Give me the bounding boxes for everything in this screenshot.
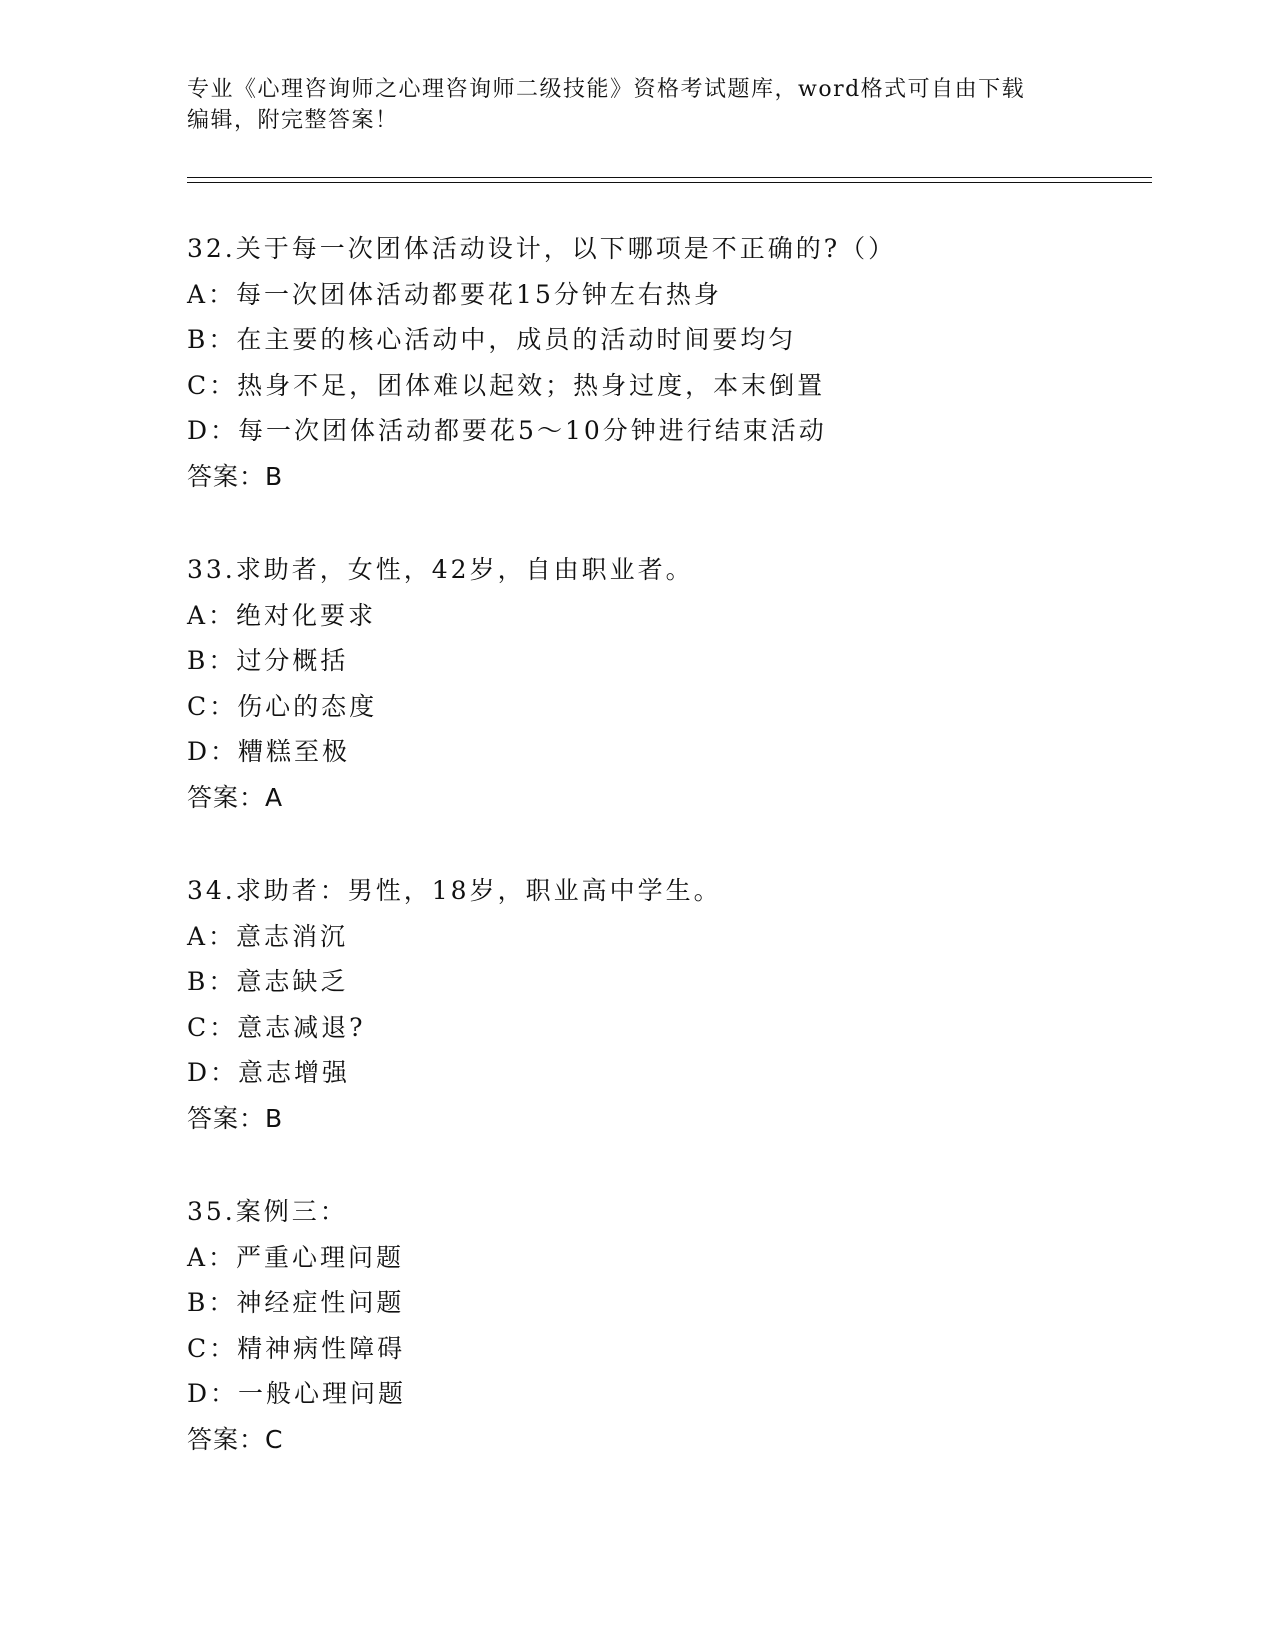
option-b: B：神经症性问题	[187, 1288, 405, 1317]
question-33	[187, 547, 1187, 820]
question-stem: 32.关于每一次团体活动设计，以下哪项是不正确的?（）	[187, 234, 897, 263]
question-stem: 33.求助者，女性，42岁，自由职业者。	[187, 555, 694, 584]
header-line-1: 专业《心理咨询师之心理咨询师二级技能》资格考试题库，word格式可自由下载	[187, 77, 1026, 102]
question-32	[187, 226, 1187, 499]
option-c: C：热身不足，团体难以起效；热身过度，本末倒置	[187, 370, 826, 400]
answer: 答案：B	[187, 1103, 284, 1133]
header-line-2: 编辑，附完整答案！	[187, 108, 399, 133]
option-b: B：过分概括	[187, 646, 349, 675]
header-divider-bottom	[187, 182, 1152, 183]
option-d: D：糟糕至极	[187, 737, 351, 766]
question-stem: 34.求助者：男性，18岁，职业高中学生。	[187, 876, 722, 905]
option-d: D：意志增强	[187, 1058, 351, 1087]
option-b: B：意志缺乏	[187, 967, 349, 996]
option-a: A：每一次团体活动都要花15分钟左右热身	[187, 279, 722, 309]
option-c: C：伤心的态度	[187, 691, 378, 721]
option-c: C：意志减退?	[187, 1012, 366, 1042]
answer: 答案：A	[187, 782, 284, 812]
answer: 答案：B	[187, 461, 284, 491]
answer: 答案：C	[187, 1424, 284, 1454]
question-stem: 35.案例三：	[187, 1197, 348, 1226]
option-b: B：在主要的核心活动中，成员的活动时间要均匀	[187, 325, 797, 354]
question-35	[187, 1189, 1187, 1462]
option-a: A：绝对化要求	[187, 600, 377, 630]
option-d: D：每一次团体活动都要花5～10分钟进行结束活动	[187, 416, 827, 445]
document-header	[187, 74, 1067, 136]
header-divider-top	[187, 177, 1152, 178]
option-a: A：严重心理问题	[187, 1242, 405, 1272]
option-d: D：一般心理问题	[187, 1379, 407, 1408]
option-c: C：精神病性障碍	[187, 1333, 406, 1363]
option-a: A：意志消沉	[187, 921, 349, 951]
question-34	[187, 868, 1187, 1141]
